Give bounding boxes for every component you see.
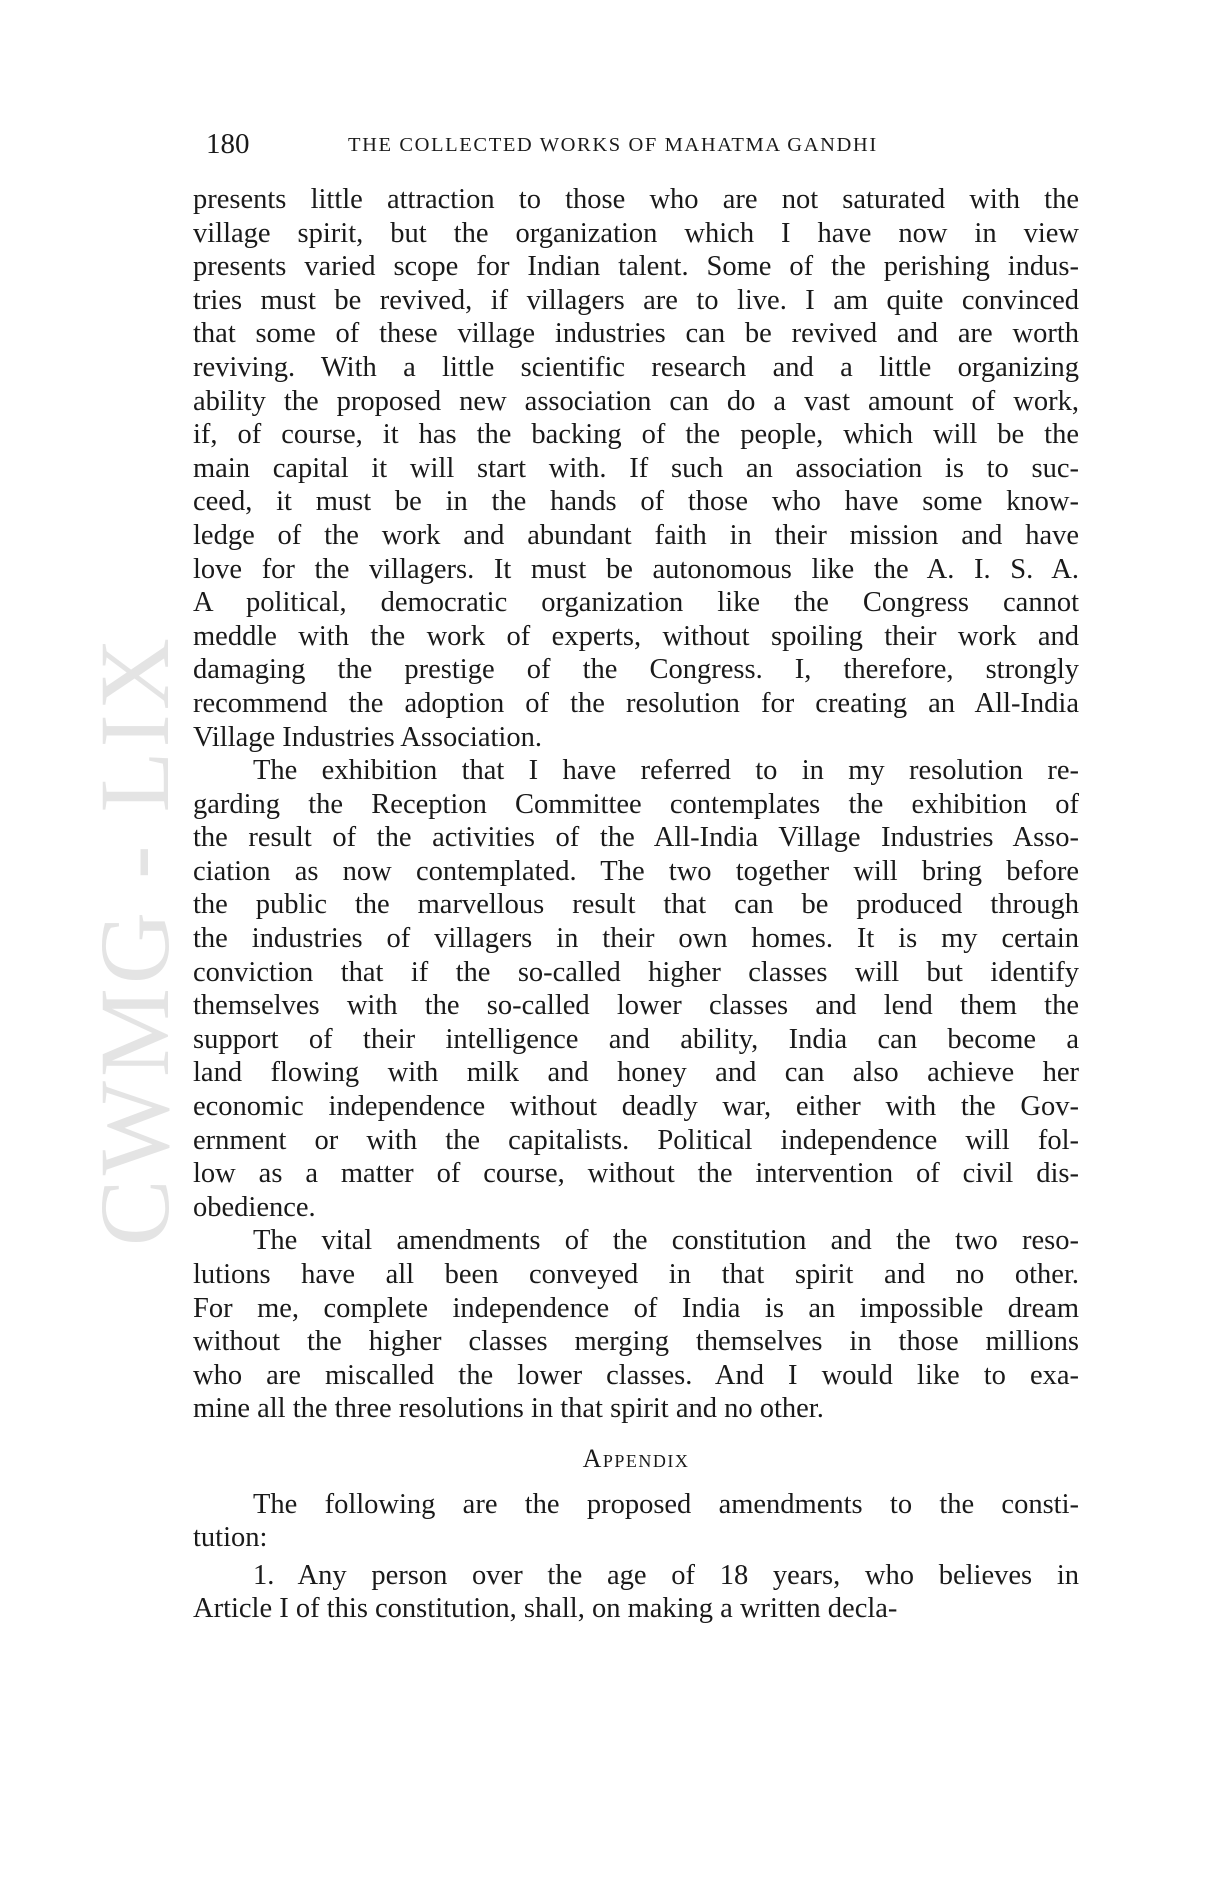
- page-number: 180: [206, 128, 250, 160]
- text-line: Article I of this constitution, shall, on making a written decla-: [193, 1593, 898, 1625]
- text-line: mine all the three resolutions in that spirit and no other.: [193, 1393, 824, 1425]
- text-line: tution:: [193, 1522, 268, 1554]
- text-line: support of their intelligence and ability, India can become a: [193, 1023, 1079, 1055]
- text-line: village spirit, but the organization which I have now in view: [193, 217, 1079, 249]
- page-body: [193, 183, 1079, 1626]
- text-line: main capital it will start with. If such an association is to suc-: [193, 452, 1079, 484]
- text-line: meddle with the work of experts, without spoiling their work and: [193, 620, 1079, 652]
- text-line: who are miscalled the lower classes. And I would like to exa-: [193, 1359, 1079, 1391]
- paragraph: [193, 183, 1079, 754]
- text-line: The following are the proposed amendments to the consti-: [253, 1488, 1079, 1520]
- paragraph: [193, 1488, 1079, 1555]
- paragraph: [193, 1224, 1079, 1426]
- text-line: damaging the prestige of the Congress. I, therefore, strongly: [193, 654, 1079, 686]
- text-line: economic independence without deadly war, either with the Gov-: [193, 1091, 1079, 1123]
- appendix-heading: Appendix: [582, 1443, 690, 1473]
- text-line: tries must be revived, if villagers are to live. I am quite convinced: [193, 284, 1079, 316]
- paragraph: [193, 1559, 1079, 1626]
- text-line: ernment or with the capitalists. Political independence will fol-: [193, 1124, 1079, 1156]
- text-line: reviving. With a little scientific research and a little organizing: [193, 351, 1079, 383]
- text-line: ledge of the work and abundant faith in their mission and have: [193, 519, 1079, 551]
- text-line: recommend the adoption of the resolution for creating an All-India: [193, 687, 1079, 719]
- text-line: ability the proposed new association can do a vast amount of work,: [193, 385, 1079, 417]
- text-line: conviction that if the so-called higher classes will but identify: [193, 956, 1079, 988]
- text-line: The exhibition that I have referred to in my resolution re-: [253, 755, 1079, 787]
- paragraph: [193, 754, 1079, 1224]
- text-line: lutions have all been conveyed in that spirit and no other.: [193, 1259, 1079, 1290]
- text-line: the industries of villagers in their own homes. It is my certain: [193, 923, 1079, 955]
- text-line: A political, democratic organization like the Congress cannot: [193, 587, 1079, 619]
- text-line: the result of the activities of the All-India Village Industries Asso-: [193, 822, 1079, 854]
- text-line: themselves with the so-called lower classes and lend them the: [193, 990, 1079, 1022]
- text-line: For me, complete independence of India is an impossible dream: [193, 1292, 1079, 1324]
- text-line: garding the Reception Committee contemplates the exhibition of: [193, 788, 1079, 820]
- text-line: ceed, it must be in the hands of those who have some know-: [193, 486, 1079, 518]
- text-line: if, of course, it has the backing of the people, which will be the: [193, 419, 1079, 451]
- text-line: The vital amendments of the constitution and the two reso-: [253, 1225, 1079, 1257]
- watermark: CWMG - LIX: [79, 633, 190, 1247]
- text-line: presents varied scope for Indian talent. Some of the perishing indus-: [193, 251, 1079, 283]
- text-line: obedience.: [193, 1191, 316, 1223]
- text-line: low as a matter of course, without the intervention of civil dis-: [193, 1158, 1079, 1190]
- text-line: ciation as now contemplated. The two together will bring before: [193, 855, 1079, 887]
- text-line: without the higher classes merging themselves in those millions: [193, 1326, 1079, 1358]
- text-line: land flowing with milk and honey and can also achieve her: [193, 1057, 1079, 1089]
- text-line: love for the villagers. It must be autonomous like the A. I. S. A.: [193, 553, 1079, 585]
- text-line: 1. Any person over the age of 18 years, who believes in: [253, 1559, 1079, 1591]
- text-line: Village Industries Association.: [193, 721, 542, 753]
- text-line: presents little attraction to those who are not saturated with the: [193, 184, 1079, 215]
- running-title: THE COLLECTED WORKS OF MAHATMA GANDHI: [348, 134, 878, 156]
- text-line: the public the marvellous result that can be produced through: [193, 889, 1079, 921]
- text-line: that some of these village industries can be revived and are worth: [193, 318, 1079, 350]
